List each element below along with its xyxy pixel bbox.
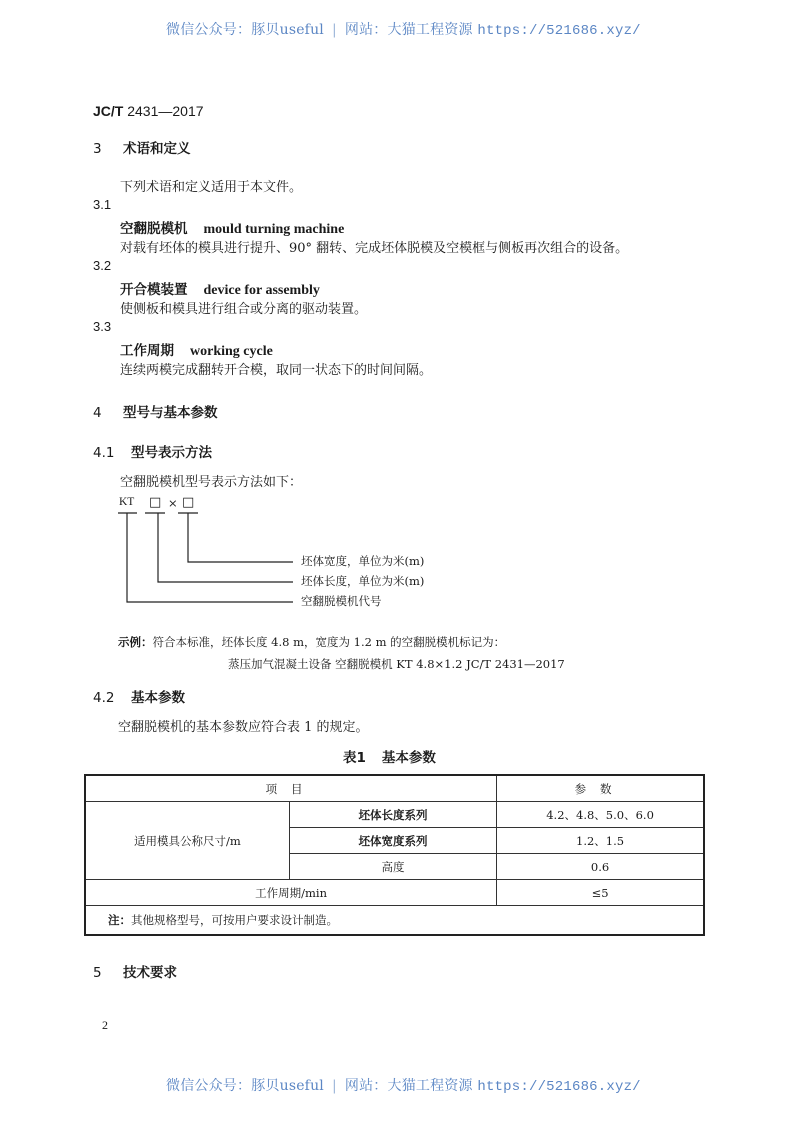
- section-4-heading: [93, 401, 218, 421]
- standard-code: [93, 103, 204, 119]
- subsection-title: 型号表示方法: [131, 445, 212, 461]
- cycle-value: ≤5: [497, 880, 704, 906]
- section-3-intro: 下列术语和定义适用于本文件。: [120, 180, 303, 195]
- term-number: 3.2: [93, 258, 112, 273]
- term-title: [120, 278, 320, 299]
- section-4-2-heading: [93, 686, 185, 706]
- header-parameter: 参数: [497, 775, 704, 802]
- group-label: 适用模具公称尺寸/m: [85, 802, 289, 880]
- watermark-wechat: 微信公众号：豚贝useful: [166, 1078, 324, 1094]
- note-text: 其他规格型号，可按用户要求设计制造。: [131, 913, 338, 927]
- term-zh: 工作周期: [120, 343, 174, 359]
- table-row: [85, 802, 704, 828]
- subsection-title: 基本参数: [131, 690, 185, 706]
- diagram-label-code: 空翻脱模机代号: [301, 594, 382, 608]
- length-placeholder-box: □: [149, 495, 162, 510]
- section-title: 型号与基本参数: [123, 405, 218, 421]
- parameters-intro: 空翻脱模机的基本参数应符合表 1 的规定。: [118, 720, 369, 735]
- watermark-top: [166, 19, 641, 39]
- term-definition: 使侧板和模具进行组合或分离的驱动装置。: [120, 302, 368, 317]
- watermark-site: 网站：大猫工程资源: [344, 22, 473, 38]
- note-label: 注：: [108, 913, 131, 927]
- model-intro: 空翻脱模机型号表示方法如下：: [120, 475, 303, 490]
- term-en: mould turning machine: [203, 222, 345, 237]
- model-code: KT: [119, 496, 135, 508]
- watermark-separator: |: [331, 22, 337, 38]
- table-caption-number: 表1: [343, 750, 366, 766]
- header-item: 项目: [85, 775, 497, 802]
- times-sign: ×: [168, 496, 178, 510]
- watermark-url[interactable]: https://521686.xyz/: [477, 1079, 641, 1095]
- standard-number: 2431—2017: [127, 103, 204, 119]
- row-value: 1.2、1.5: [497, 828, 704, 854]
- standard-prefix: JC/T: [93, 103, 124, 119]
- watermark-site: 网站：大猫工程资源: [344, 1078, 473, 1094]
- table-note: [85, 906, 704, 936]
- term-definition: 连续两模完成翻转开合模，取同一状态下的时间间隔。: [120, 363, 433, 378]
- table-note-row: [85, 906, 704, 936]
- watermark-bottom: [166, 1075, 641, 1095]
- parameters-table: [84, 774, 705, 936]
- section-number: 5: [93, 965, 102, 981]
- term-zh: 空翻脱模机: [120, 221, 188, 237]
- term-zh: 开合模装置: [120, 282, 188, 298]
- term-number: 3.1: [93, 197, 112, 212]
- watermark-wechat: 微信公众号：豚贝useful: [166, 22, 324, 38]
- row-item: 坯体宽度系列: [289, 828, 496, 854]
- table-caption-title: 基本参数: [381, 750, 436, 766]
- row-value: 4.2、4.8、5.0、6.0: [497, 802, 704, 828]
- subsection-number: 4.1: [93, 445, 115, 461]
- term-definition: 对载有坯体的模具进行提升、90° 翻转、完成坯体脱模及空模框与侧板再次组合的设备。: [120, 241, 629, 256]
- section-3-heading: [93, 137, 191, 157]
- term-en: working cycle: [190, 344, 273, 359]
- row-value: 0.6: [497, 854, 704, 880]
- table-row-cycle: [85, 880, 704, 906]
- example-label: 示例：: [118, 635, 153, 649]
- width-placeholder-box: □: [182, 495, 195, 510]
- row-item: 坯体长度系列: [289, 802, 496, 828]
- section-title: 术语和定义: [123, 141, 191, 157]
- row-item: 高度: [289, 854, 496, 880]
- watermark-url[interactable]: https://521686.xyz/: [477, 23, 641, 39]
- example: [118, 634, 505, 650]
- section-5-heading: [93, 961, 177, 981]
- subsection-number: 4.2: [93, 690, 115, 706]
- diagram-label-length: 坯体长度，单位为米(m): [301, 574, 425, 588]
- section-title: 技术要求: [123, 965, 177, 981]
- term-title: [120, 217, 344, 238]
- page-number: 2: [102, 1018, 108, 1032]
- table-header-row: [85, 775, 704, 802]
- section-4-1-heading: [93, 441, 212, 461]
- diagram-leader-lines: [115, 496, 535, 608]
- term-number: 3.3: [93, 319, 112, 334]
- example-text: 符合本标准，坯体长度 4.8 m，宽度为 1.2 m 的空翻脱模机标记为：: [152, 635, 506, 649]
- section-number: 3: [93, 141, 102, 157]
- cycle-label: 工作周期/min: [85, 880, 497, 906]
- diagram-label-width: 坯体宽度，单位为米(m): [301, 554, 425, 568]
- term-title: [120, 339, 273, 360]
- term-en: device for assembly: [203, 283, 320, 298]
- model-designation-diagram: [115, 496, 535, 608]
- section-number: 4: [93, 405, 102, 421]
- watermark-separator: |: [331, 1078, 337, 1094]
- example-mark: 蒸压加气混凝土设备 空翻脱模机 KT 4.8×1.2 JC/T 2431—2017: [228, 657, 565, 671]
- table-caption: [343, 746, 436, 766]
